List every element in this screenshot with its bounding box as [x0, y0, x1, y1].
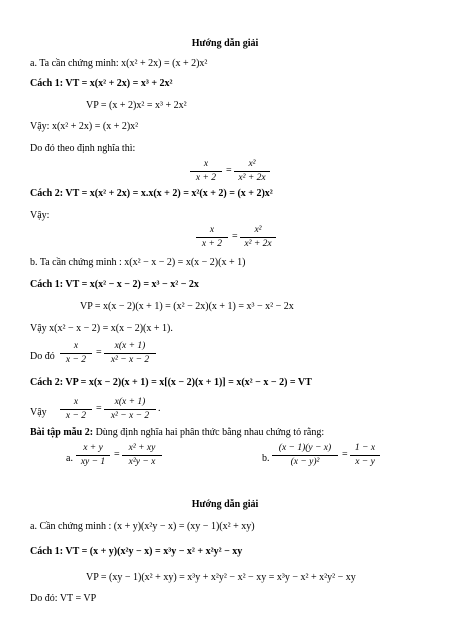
option-a-fraction-right [122, 443, 162, 468]
fraction-bar [60, 353, 92, 354]
conclusion-b: Vậy x(x² − x − 2) = x(x − 2)(x + 1). [30, 323, 173, 334]
vp-b: VP = x(x − 2)(x + 1) = (x² − 2x)(x + 1) = x³ − x² − 2x [80, 301, 294, 312]
equals-sign: = [342, 449, 348, 460]
equals-sign: = [114, 449, 120, 460]
numerator: x [203, 159, 209, 169]
fraction-left-a1 [190, 159, 222, 184]
conclusion-a: Vậy: x(x² + 2x) = (x + 2)x² [30, 121, 139, 132]
exercise-2-label: Bài tập mẫu 2: [30, 427, 94, 438]
fraction-bar [272, 455, 338, 456]
option-b-fraction-left [272, 443, 338, 468]
method2-b: Cách 2: VP = x(x − 2)(x + 1) = x[(x − 2)(x + 1)] = x(x² − x − 2) = VT [30, 377, 312, 388]
denominator: x − y [355, 457, 375, 467]
fraction-bar [196, 237, 228, 238]
denominator: (x − y)² [290, 457, 320, 467]
method2-a: Cách 2: VT = x(x² + 2x) = x.x(x + 2) = x²(x + 2) = (x + 2)x² [30, 188, 273, 199]
denominator: x − 2 [65, 355, 87, 365]
fraction-bar [234, 171, 270, 172]
fraction-left-b2 [60, 397, 92, 422]
fraction-bar [60, 409, 92, 410]
method1-a: Cách 1: VT = x(x² + 2x) = x³ + 2x² [30, 78, 173, 89]
fraction-right-b1 [104, 341, 156, 366]
denominator: xy − 1 [80, 457, 106, 467]
numerator: 1 − x [354, 443, 376, 453]
fraction-bar [350, 455, 380, 456]
period: . [158, 403, 161, 414]
fraction-right-a2 [240, 225, 276, 250]
denominator: x² − x − 2 [110, 411, 150, 421]
exercise-2-text: Dùng định nghĩa hai phân thức bằng nhau chứng tỏ rằng: [95, 427, 325, 438]
numerator: x + y [83, 443, 103, 453]
fraction-right-a1 [234, 159, 270, 184]
numerator: x² [248, 159, 256, 169]
numerator: x [209, 225, 215, 235]
vp-a: VP = (x + 2)x² = x³ + 2x² [86, 100, 187, 111]
fraction-left-a2 [196, 225, 228, 250]
so-label-a: Vậy: [30, 210, 50, 221]
numerator: x(x + 1) [114, 397, 146, 407]
option-a-fraction-left [76, 443, 110, 468]
therefore-a: Do đó theo định nghĩa thì: [30, 143, 136, 154]
numerator: x [73, 397, 79, 407]
equals-sign: = [232, 231, 238, 242]
numerator: x² [254, 225, 262, 235]
fraction-bar [76, 455, 110, 456]
fraction-bar [104, 409, 156, 410]
denominator: x + 2 [195, 173, 217, 183]
therefore-a2: Do đó: VT = VP [30, 593, 97, 604]
fraction-bar [240, 237, 276, 238]
denominator: x² − x − 2 [110, 355, 150, 365]
option-b-label: b. [262, 453, 270, 464]
option-a-label: a. [66, 453, 73, 464]
numerator: x² + xy [128, 443, 156, 453]
denominator: x²y − x [128, 457, 156, 467]
fraction-bar [104, 353, 156, 354]
therefore-b-label: Do đó [30, 351, 55, 362]
fraction-bar [190, 171, 222, 172]
vp-a2: VP = (xy − 1)(x² + xy) = x³y + x²y² − x² − xy = x³y − x² + x²y² − xy [86, 572, 356, 583]
numerator: (x − 1)(y − x) [278, 443, 332, 453]
part-b-statement: b. Ta cần chứng minh : x(x² − x − 2) = x(x − 2)(x + 1) [30, 257, 246, 268]
fraction-bar [122, 455, 162, 456]
numerator: x(x + 1) [114, 341, 146, 351]
numerator: x [73, 341, 79, 351]
fraction-left-b1 [60, 341, 92, 366]
part-a-statement: a. Ta cần chứng minh: x(x² + 2x) = (x + 2)x² [30, 58, 208, 69]
method1-b: Cách 1: VT = x(x² − x − 2) = x³ − x² − 2x [30, 279, 199, 290]
so-label-b: Vậy [30, 407, 47, 418]
part-a2-statement: a. Cần chứng minh : (x + y)(x²y − x) = (xy − 1)(x² + xy) [30, 521, 255, 532]
denominator: x² + 2x [238, 173, 266, 183]
option-b-fraction-right [350, 443, 380, 468]
heading-solution-1: Hướng dẫn giải [191, 38, 259, 49]
fraction-right-b2 [104, 397, 156, 422]
denominator: x − 2 [65, 411, 87, 421]
denominator: x² + 2x [244, 239, 272, 249]
equals-sign: = [226, 165, 232, 176]
denominator: x + 2 [201, 239, 223, 249]
method1-a2: Cách 1: VT = (x + y)(x²y − x) = x³y − x² + x²y² − xy [30, 546, 243, 557]
heading-solution-2: Hướng dẫn giải [191, 499, 259, 510]
exercise-2 [30, 427, 324, 439]
equals-sign: = [96, 403, 102, 414]
equals-sign: = [96, 347, 102, 358]
